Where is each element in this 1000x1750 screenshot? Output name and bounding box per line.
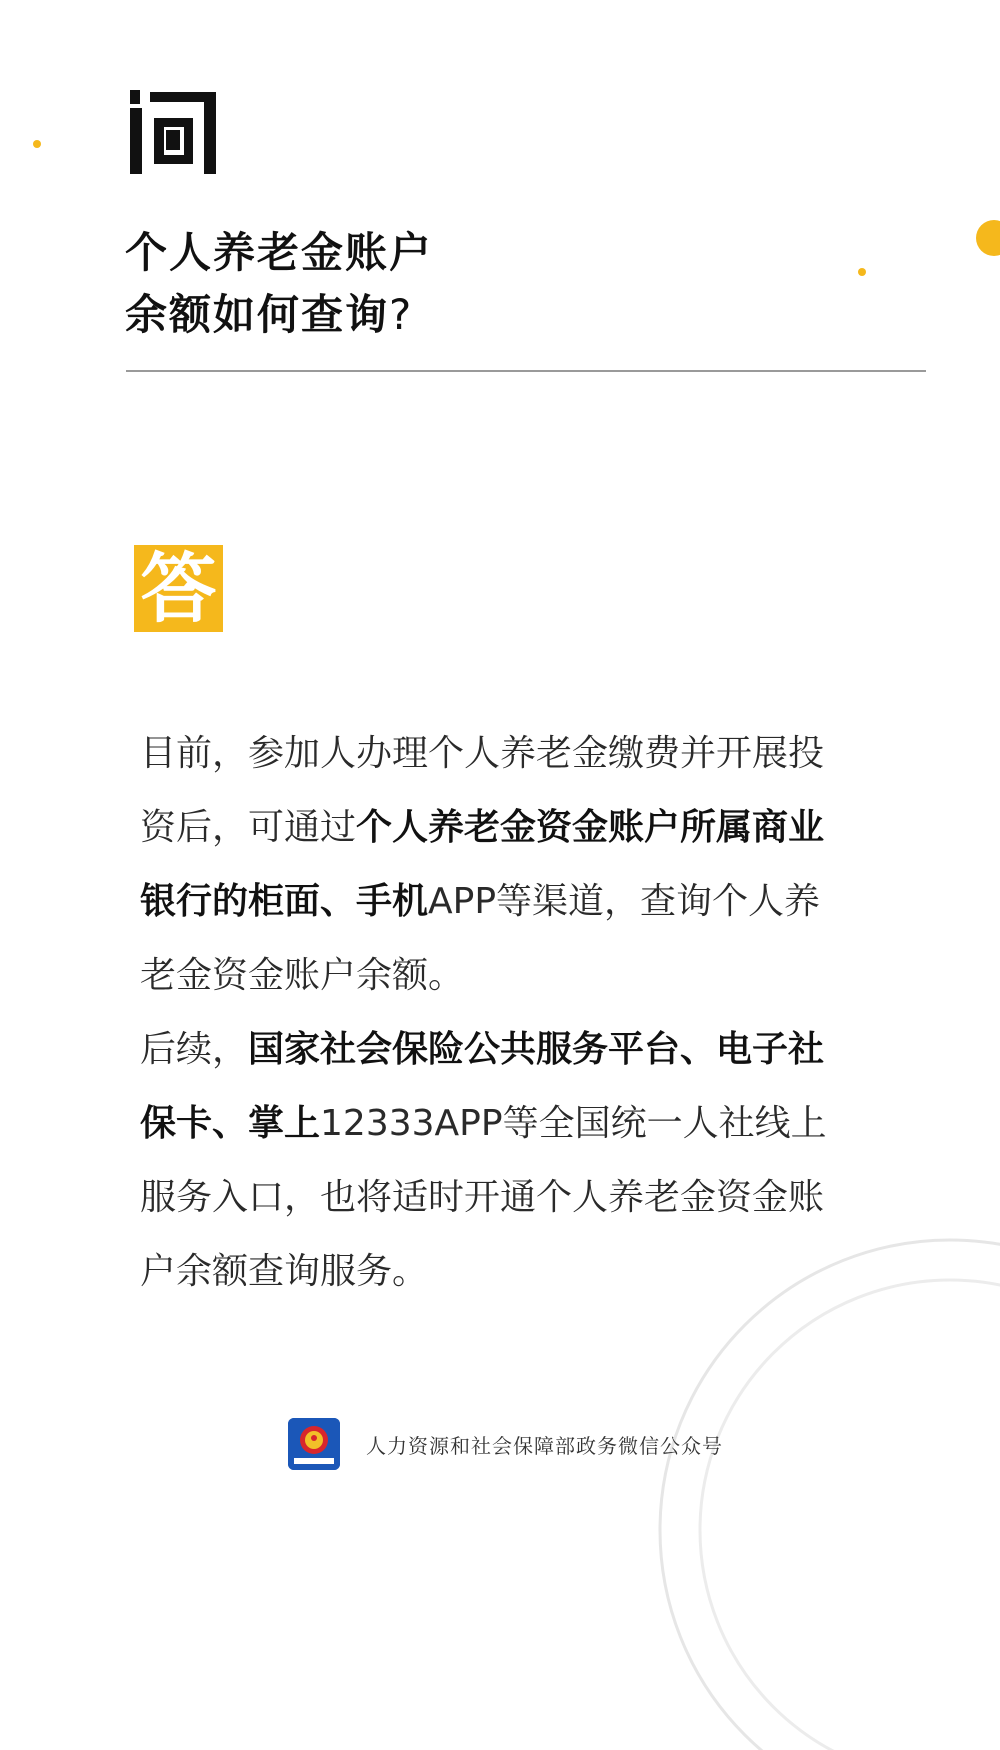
question-glyph-icon bbox=[128, 88, 218, 176]
question-mark: ? bbox=[389, 290, 414, 339]
decorative-dot bbox=[858, 268, 866, 276]
question-line-1: 个人养老金账户 bbox=[125, 228, 434, 277]
question-line-2: 余额如何查询 bbox=[125, 290, 390, 339]
account-name: 人力资源和社会保障部政务微信公众号 bbox=[366, 1433, 723, 1458]
answer-highlight: 国家社会保险公共服务平台、电子社保卡、掌上 bbox=[140, 1029, 825, 1144]
answer-text: APP等渠道，查询个人养老金资金账户余额。 bbox=[140, 881, 821, 996]
answer-paragraph-1 bbox=[140, 717, 840, 1013]
answer-body bbox=[140, 717, 840, 1309]
footer bbox=[288, 1418, 723, 1470]
answer-text: 后续， bbox=[140, 1029, 249, 1070]
answer-text: 12333APP等全国统一人社线上服务入口，也将适时开通个人养老金资金账户余额查询服务。 bbox=[140, 1103, 827, 1292]
question-title bbox=[125, 222, 433, 346]
answer-text: 目前，参加人办理个人养老金缴费并开展投资后，可通过 bbox=[140, 733, 825, 848]
divider bbox=[126, 370, 926, 372]
decorative-dot bbox=[33, 140, 41, 148]
answer-highlight: 个人养老金资金账户所属商业银行的柜面、手机 bbox=[140, 807, 825, 922]
decorative-circles bbox=[620, 1230, 1000, 1750]
national-emblem-icon bbox=[288, 1418, 340, 1470]
decorative-dot bbox=[976, 220, 1000, 256]
answer-badge: 答 bbox=[134, 545, 223, 632]
